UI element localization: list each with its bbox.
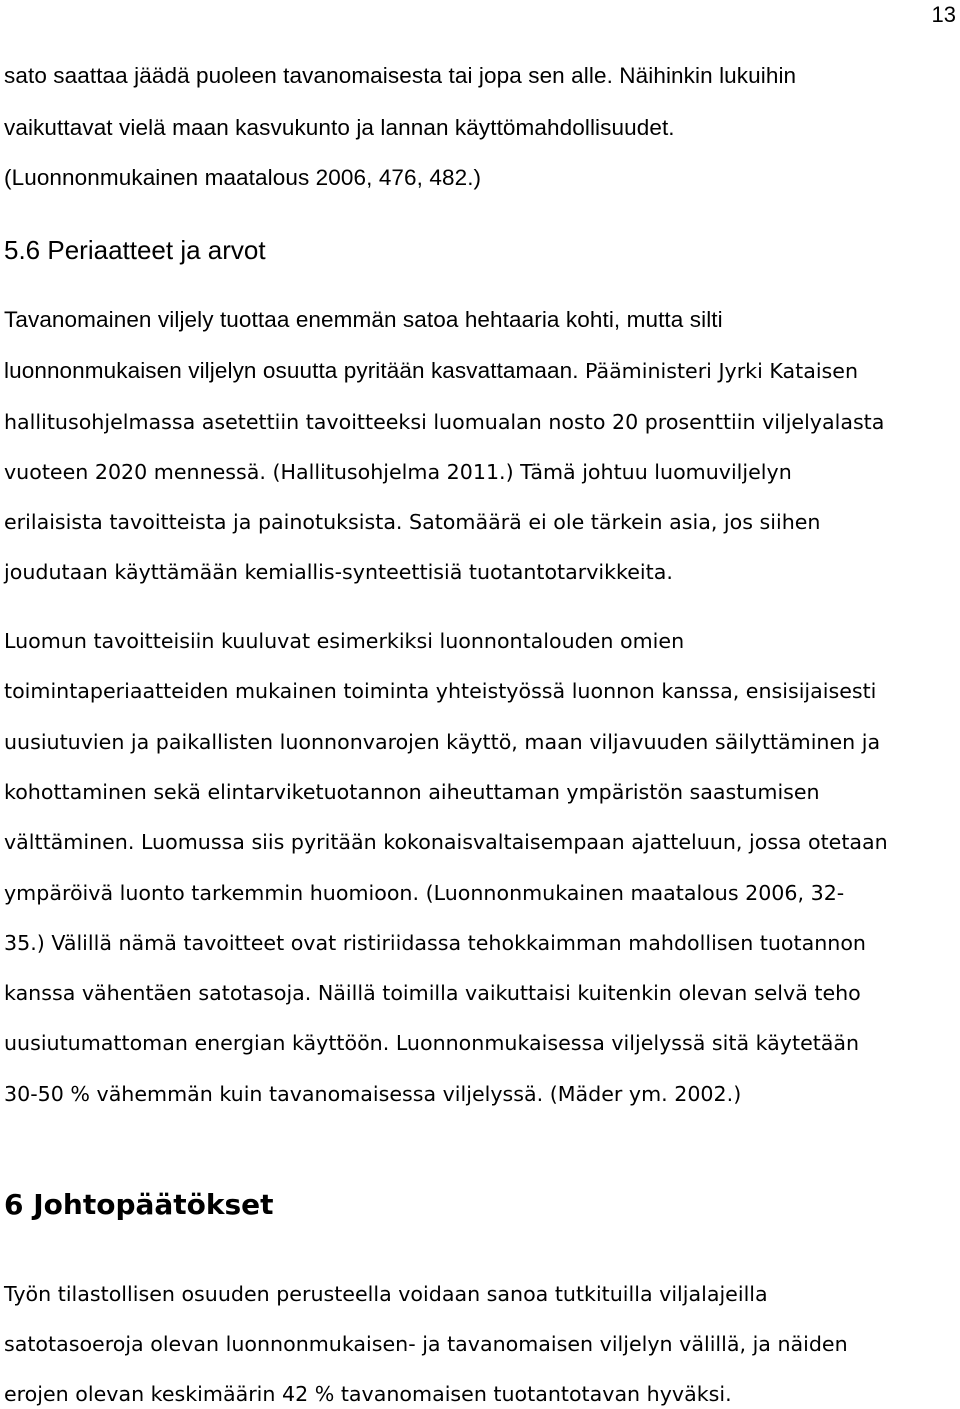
text-line: erilaisista tavoitteista ja painotuksista. Satomäärä ei ole tärkein asia, jos siihen (4, 510, 821, 534)
section-heading-6: 6 Johtopäätökset (4, 1188, 274, 1221)
page-number: 13 (931, 2, 956, 27)
text-line: kanssa vähentäen satotasoja. Näillä toimilla vaikuttaisi kuitenkin olevan selvä teho (4, 981, 861, 1005)
text-line: Tavanomainen viljely tuottaa enemmän satoa hehtaaria kohti, mutta silti (4, 307, 723, 332)
text-line: Luomun tavoitteisiin kuuluvat esimerkiksi luonnontalouden omien (4, 629, 685, 653)
text-line: uusiutumattoman energian käyttöön. Luonnonmukaisessa viljelyssä sitä käytetään (4, 1031, 860, 1055)
text-line: joudutaan käyttämään kemiallis-synteettisiä tuotantotarvikkeita. (4, 560, 673, 584)
text-line: kohottaminen sekä elintarviketuotannon aiheuttaman ympäristön saastumisen (4, 780, 820, 804)
text-line: (Luonnonmukainen maatalous 2006, 476, 482.) (4, 165, 482, 190)
section-heading-5-6: 5.6 Periaatteet ja arvot (4, 235, 266, 265)
text-line: ympäröivä luonto tarkemmin huomioon. (Luonnonmukainen maatalous 2006, 32- (4, 881, 845, 905)
text-line: sato saattaa jäädä puoleen tavanomaisesta tai jopa sen alle. Näihinkin lukuihin (4, 63, 797, 88)
text-line: erojen olevan keskimäärin 42 % tavanomaisen tuotantotavan hyväksi. (4, 1382, 732, 1406)
text-line (4, 357, 858, 385)
text-line: 35.) Välillä nämä tavoitteet ovat ristiriidassa tehokkaimman mahdollisen tuotannon (4, 931, 866, 955)
text-line: välttäminen. Luomussa siis pyritään kokonaisvaltaisempaan ajatteluun, jossa otetaan (4, 830, 888, 854)
text-line: vaikuttavat vielä maan kasvukunto ja lannan käyttömahdollisuudet. (4, 115, 675, 140)
text-line: uusiutuvien ja paikallisten luonnonvarojen käyttö, maan viljavuuden säilyttäminen ja (4, 730, 881, 754)
text-fragment: Pääministeri Jyrki Kataisen (584, 359, 859, 383)
text-line: Työn tilastollisen osuuden perusteella voidaan sanoa tutkituilla viljalajeilla (4, 1282, 768, 1306)
text-fragment: luonnonmukaisen viljelyn osuutta pyritään kasvattamaan. (4, 358, 579, 383)
text-line: vuoteen 2020 mennessä. (Hallitusohjelma 2011.) Tämä johtuu luomuviljelyn (4, 460, 792, 484)
text-line: 30-50 % vähemmän kuin tavanomaisessa viljelyssä. (Mäder ym. 2002.) (4, 1082, 742, 1106)
text-line: hallitusohjelmassa asetettiin tavoitteeksi luomualan nosto 20 prosenttiin viljelyalasta (4, 410, 885, 434)
text-line: toimintaperiaatteiden mukainen toiminta yhteistyössä luonnon kanssa, ensisijaisesti (4, 679, 877, 703)
text-line: satotasoeroja olevan luonnonmukaisen- ja tavanomaisen viljelyn välillä, ja näiden (4, 1332, 848, 1356)
